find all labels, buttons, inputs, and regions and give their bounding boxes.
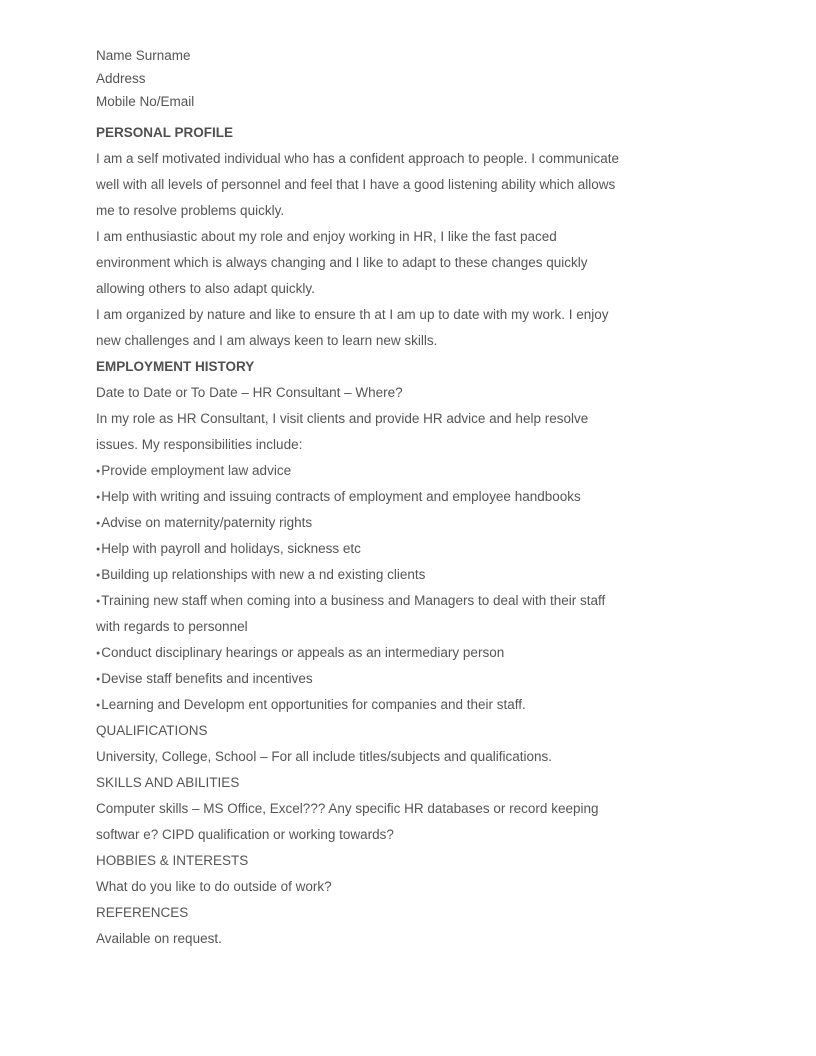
responsibilities-list — [96, 458, 656, 718]
contact-address: Address — [96, 71, 146, 86]
profile-line: I am enthusiastic about my role and enjoy working in HR, I like the fast paced — [96, 229, 557, 244]
contact-mobile-email: Mobile No/Email — [96, 94, 195, 109]
skills-line: softwar e? CIPD qualification or working towards? — [96, 827, 394, 842]
profile-line: me to resolve problems quickly. — [96, 203, 285, 218]
list-item: ● Building up relationships with new a nd existing clients — [96, 562, 656, 588]
hobbies-text: What do you like to do outside of work? — [96, 879, 332, 894]
profile-line: I am organized by nature and like to ensure th at I am up to date with my work. I enjoy — [96, 307, 609, 322]
references-text: Available on request. — [96, 931, 222, 946]
skills-line: Computer skills – MS Office, Excel??? Any specific HR databases or record keeping — [96, 801, 599, 816]
references-heading: REFERENCES — [96, 905, 189, 920]
profile-line: well with all levels of personnel and feel that I have a good listening ability which allows — [96, 177, 616, 192]
employment-history-heading: EMPLOYMENT HISTORY — [96, 359, 255, 374]
hobbies-heading: HOBBIES & INTERESTS — [96, 853, 249, 868]
employment-role-line: Date to Date or To Date – HR Consultant – Where? — [96, 385, 403, 400]
list-item: ● Advise on maternity/paternity rights — [96, 510, 656, 536]
list-item: ● Devise staff benefits and incentives — [96, 666, 656, 692]
list-item: ● Training new staff when coming into a business and Managers to deal with their staff — [96, 588, 656, 614]
profile-line: new challenges and I am always keen to learn new skills. — [96, 333, 438, 348]
list-item: ● Learning and Developm ent opportunities for companies and their staff. — [96, 692, 656, 718]
profile-line: allowing others to also adapt quickly. — [96, 281, 315, 296]
qualifications-heading: QUALIFICATIONS — [96, 723, 208, 738]
skills-heading: SKILLS AND ABILITIES — [96, 775, 240, 790]
qualifications-text: University, College, School – For all include titles/subjects and qualifications. — [96, 749, 552, 764]
list-item: ● Help with writing and issuing contracts of employment and employee handbooks — [96, 484, 656, 510]
profile-line: environment which is always changing and I like to adapt to these changes quickly — [96, 255, 588, 270]
cv-document — [96, 44, 656, 952]
profile-line: I am a self motivated individual who has a confident approach to people. I communicate — [96, 151, 620, 166]
contact-name: Name Surname — [96, 48, 191, 63]
list-item-continuation: with regards to personnel — [96, 619, 248, 634]
personal-profile-heading: PERSONAL PROFILE — [96, 125, 234, 140]
employment-intro-line: In my role as HR Consultant, I visit clients and provide HR advice and help resolve — [96, 411, 589, 426]
contact-block — [96, 44, 656, 113]
list-item: ● Provide employment law advice — [96, 458, 656, 484]
employment-intro-line: issues. My responsibilities include: — [96, 437, 303, 452]
list-item: ● Conduct disciplinary hearings or appeals as an intermediary person — [96, 640, 656, 666]
list-item: ● Help with payroll and holidays, sickness etc — [96, 536, 656, 562]
personal-profile-body — [96, 146, 656, 354]
